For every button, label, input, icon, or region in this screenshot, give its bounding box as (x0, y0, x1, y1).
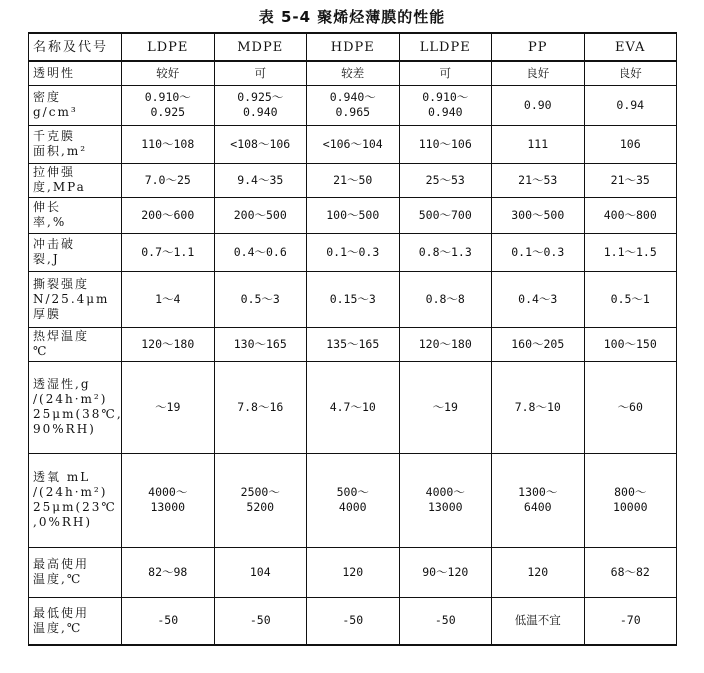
value-line: 1～4 (155, 291, 181, 306)
value-line: 120 (527, 564, 549, 579)
property-name-cell (29, 327, 122, 361)
property-name-line: ℃ (33, 344, 49, 358)
value-line: 0.7～1.1 (141, 244, 195, 259)
value-line: 较好 (156, 65, 180, 80)
value-line: 106 (619, 136, 641, 151)
value-cell (584, 597, 677, 645)
value-line: 0.4～0.6 (233, 244, 287, 259)
header-cell: EVA (584, 33, 677, 61)
value-cell (122, 271, 215, 327)
value-line: 0.94 (616, 97, 645, 112)
value-line: -70 (619, 613, 641, 628)
value-cell (399, 597, 492, 645)
property-name-line: 透氧 mL (33, 470, 91, 484)
value-cell (399, 361, 492, 453)
value-line: 良好 (618, 65, 642, 80)
value-line: 5200 (246, 500, 275, 514)
value-line: 0.90 (523, 97, 552, 112)
value-cell (492, 197, 585, 233)
value-cell (307, 327, 400, 361)
property-name-cell (29, 547, 122, 597)
value-cell (584, 453, 677, 547)
value-line: 0.5～1 (610, 291, 650, 306)
property-name-cell (29, 197, 122, 233)
value-line: 0.925～ (237, 90, 284, 104)
value-line: 0.940 (242, 105, 278, 119)
value-cell (122, 233, 215, 271)
value-cell (307, 61, 400, 85)
value-cell (214, 197, 307, 233)
value-line: 0.8～1.3 (418, 244, 472, 259)
value-cell (492, 597, 585, 645)
property-name-line: 面积,m² (33, 144, 88, 158)
value-line: 110～106 (418, 136, 472, 151)
header-cell: LLDPE (399, 33, 492, 61)
value-cell (214, 597, 307, 645)
value-line: 120～180 (141, 336, 195, 351)
value-line: 200～600 (141, 207, 195, 222)
value-line: 7.8～16 (237, 399, 284, 414)
value-line: 4000～ (425, 485, 465, 499)
value-cell (584, 547, 677, 597)
table-row (29, 453, 677, 547)
value-cell (399, 271, 492, 327)
property-name-cell (29, 233, 122, 271)
value-line: 0.5～3 (240, 291, 280, 306)
value-line: ～60 (617, 399, 643, 414)
value-cell (122, 197, 215, 233)
property-name-line: 90%RH) (33, 422, 96, 436)
value-line: 21～53 (518, 172, 558, 187)
value-cell (492, 361, 585, 453)
property-name-cell (29, 361, 122, 453)
header-cell: 名称及代号 (29, 33, 122, 61)
property-name-line: 最低使用 (33, 605, 90, 620)
value-cell (584, 125, 677, 163)
value-line: 13000 (150, 500, 186, 514)
value-line: 25～53 (425, 172, 465, 187)
table-row (29, 163, 677, 197)
value-cell (307, 197, 400, 233)
value-line: -50 (434, 613, 456, 628)
value-cell (122, 125, 215, 163)
header-cell: LDPE (122, 33, 215, 61)
value-cell (492, 547, 585, 597)
value-cell (584, 163, 677, 197)
value-line: -50 (342, 613, 364, 628)
value-cell (584, 233, 677, 271)
value-line: 较差 (341, 65, 365, 80)
value-line: -50 (157, 613, 179, 628)
property-name-cell (29, 453, 122, 547)
value-cell (307, 453, 400, 547)
property-name-cell (29, 85, 122, 125)
value-line: 111 (527, 136, 549, 151)
value-cell (122, 361, 215, 453)
value-line: 0.940～ (329, 90, 376, 104)
property-name-line: 伸长 (33, 200, 62, 214)
value-cell (122, 61, 215, 85)
value-cell (492, 85, 585, 125)
property-name-line: 拉伸强 (33, 165, 76, 179)
value-cell (399, 453, 492, 547)
value-line: 7.8～10 (514, 399, 561, 414)
value-line: 90～120 (422, 564, 469, 579)
value-cell (214, 125, 307, 163)
value-line: 135～165 (326, 336, 380, 351)
value-cell (584, 361, 677, 453)
value-cell (492, 327, 585, 361)
value-cell (307, 163, 400, 197)
table-row (29, 327, 677, 361)
property-name-line: 温度,℃ (33, 572, 83, 586)
value-cell (492, 163, 585, 197)
property-name-line: 最高使用 (33, 557, 90, 571)
property-name-line: 千克膜 (33, 129, 76, 143)
value-line: 0.1～0.3 (511, 244, 565, 259)
property-name-line: 撕裂强度 (33, 276, 90, 291)
table-row (29, 361, 677, 453)
value-cell (584, 271, 677, 327)
property-name-cell (29, 61, 122, 85)
value-line: 可 (439, 65, 451, 80)
header-row (29, 33, 677, 61)
properties-table (28, 32, 677, 646)
value-cell (399, 85, 492, 125)
value-line: 10000 (612, 500, 648, 514)
value-line: 500～700 (418, 207, 472, 222)
value-line: 21～35 (610, 172, 650, 187)
table-row (29, 125, 677, 163)
value-cell (214, 271, 307, 327)
value-line: 良好 (526, 65, 550, 80)
value-line: 4000 (338, 500, 367, 514)
table-row (29, 85, 677, 125)
value-cell (122, 597, 215, 645)
value-line: ～19 (432, 399, 458, 414)
header-cell: MDPE (214, 33, 307, 61)
value-line: 0.965 (335, 105, 371, 119)
property-name-line: 厚膜 (33, 306, 62, 321)
value-line: 9.4～35 (237, 172, 284, 187)
table-row (29, 61, 677, 85)
value-line: 130～165 (233, 336, 287, 351)
value-cell (399, 61, 492, 85)
value-cell (584, 85, 677, 125)
value-line: 4000～ (148, 485, 188, 499)
value-cell (399, 125, 492, 163)
value-line: 82～98 (148, 564, 188, 579)
value-cell (214, 163, 307, 197)
value-cell (214, 453, 307, 547)
value-line: 500～ (336, 485, 369, 499)
property-name-line: 裂,J (33, 252, 60, 266)
value-line: 300～500 (511, 207, 565, 222)
value-cell (122, 163, 215, 197)
value-line: 200～500 (233, 207, 287, 222)
value-line: 7.0～25 (144, 172, 191, 187)
value-line: 0.940 (427, 105, 463, 119)
value-cell (122, 547, 215, 597)
value-line: 1.1～1.5 (603, 244, 657, 259)
table-body (29, 61, 677, 645)
value-line: 0.4～3 (518, 291, 558, 306)
value-cell (492, 233, 585, 271)
value-line: 120～180 (418, 336, 472, 351)
table-row (29, 197, 677, 233)
value-line: 100～500 (326, 207, 380, 222)
value-cell (399, 163, 492, 197)
property-name-line: N/25.4μm (33, 291, 110, 306)
value-cell (584, 197, 677, 233)
value-cell (307, 547, 400, 597)
property-name-cell (29, 597, 122, 645)
value-cell (122, 327, 215, 361)
property-name-cell (29, 125, 122, 163)
value-cell (214, 361, 307, 453)
property-name-line: /(24h·m²) (33, 485, 108, 499)
property-name-line: ,0%RH) (33, 515, 93, 529)
value-line: 13000 (427, 500, 463, 514)
property-name-line: 热焊温度 (33, 329, 90, 343)
property-name-line: 透湿性,g (33, 377, 91, 391)
value-line: <106～104 (322, 136, 383, 151)
property-name-line: 冲击破 (33, 237, 76, 251)
value-cell (307, 361, 400, 453)
property-name-line: /(24h·m²) (33, 392, 108, 406)
value-line: 110～108 (141, 136, 195, 151)
table-row (29, 233, 677, 271)
table-row (29, 597, 677, 645)
value-line: 0.8～8 (425, 291, 465, 306)
value-cell (214, 547, 307, 597)
value-line: 0.910～ (144, 90, 191, 104)
value-cell (492, 125, 585, 163)
value-line: 可 (254, 65, 266, 80)
value-line: 0.15～3 (329, 291, 376, 306)
property-name-cell (29, 163, 122, 197)
table-header (29, 33, 677, 61)
value-cell (214, 233, 307, 271)
value-line: 0.925 (150, 105, 186, 119)
value-line: 低温不宜 (514, 613, 561, 628)
value-line: -50 (249, 613, 271, 628)
value-cell (492, 271, 585, 327)
value-line: 2500～ (240, 485, 280, 499)
property-name-line: 透明性 (33, 65, 76, 80)
header-cell: HDPE (307, 33, 400, 61)
value-line: 160～205 (511, 336, 565, 351)
property-name-line: 度,MPa (33, 180, 86, 194)
table-row (29, 547, 677, 597)
value-cell (399, 233, 492, 271)
value-line: ～19 (155, 399, 181, 414)
value-cell (399, 547, 492, 597)
value-cell (307, 271, 400, 327)
value-cell (214, 327, 307, 361)
value-line: 120 (342, 564, 364, 579)
header-cell: PP (492, 33, 585, 61)
value-line: 68～82 (610, 564, 650, 579)
value-line: 800～ (614, 485, 647, 499)
property-name-line: 温度,℃ (33, 620, 83, 635)
value-cell (214, 85, 307, 125)
property-name-line: g/cm³ (33, 105, 78, 119)
value-cell (399, 197, 492, 233)
value-cell (492, 61, 585, 85)
value-cell (584, 327, 677, 361)
value-cell (122, 85, 215, 125)
value-line: 21～50 (333, 172, 373, 187)
property-name-line: 率,% (33, 215, 67, 229)
value-line: <108～106 (230, 136, 291, 151)
table-row (29, 271, 677, 327)
property-name-line: 25μm(23℃ (33, 500, 117, 514)
value-cell (214, 61, 307, 85)
value-cell (492, 453, 585, 547)
value-line: 1300～ (518, 485, 558, 499)
table-title: 表 5-4 聚烯烃薄膜的性能 (258, 8, 446, 26)
value-cell (307, 125, 400, 163)
value-line: 400～800 (603, 207, 657, 222)
value-cell (399, 327, 492, 361)
value-cell (307, 233, 400, 271)
value-line: 0.910～ (422, 90, 469, 104)
value-line: 4.7～10 (329, 399, 376, 414)
value-line: 100～150 (603, 336, 657, 351)
value-cell (307, 597, 400, 645)
value-line: 0.1～0.3 (326, 244, 380, 259)
property-name-line: 25μm(38℃, (33, 407, 123, 421)
property-name-line: 密度 (33, 90, 62, 104)
property-name-cell (29, 271, 122, 327)
value-line: 6400 (523, 500, 552, 514)
value-cell (122, 453, 215, 547)
value-line: 104 (249, 564, 271, 579)
value-cell (584, 61, 677, 85)
value-cell (307, 85, 400, 125)
